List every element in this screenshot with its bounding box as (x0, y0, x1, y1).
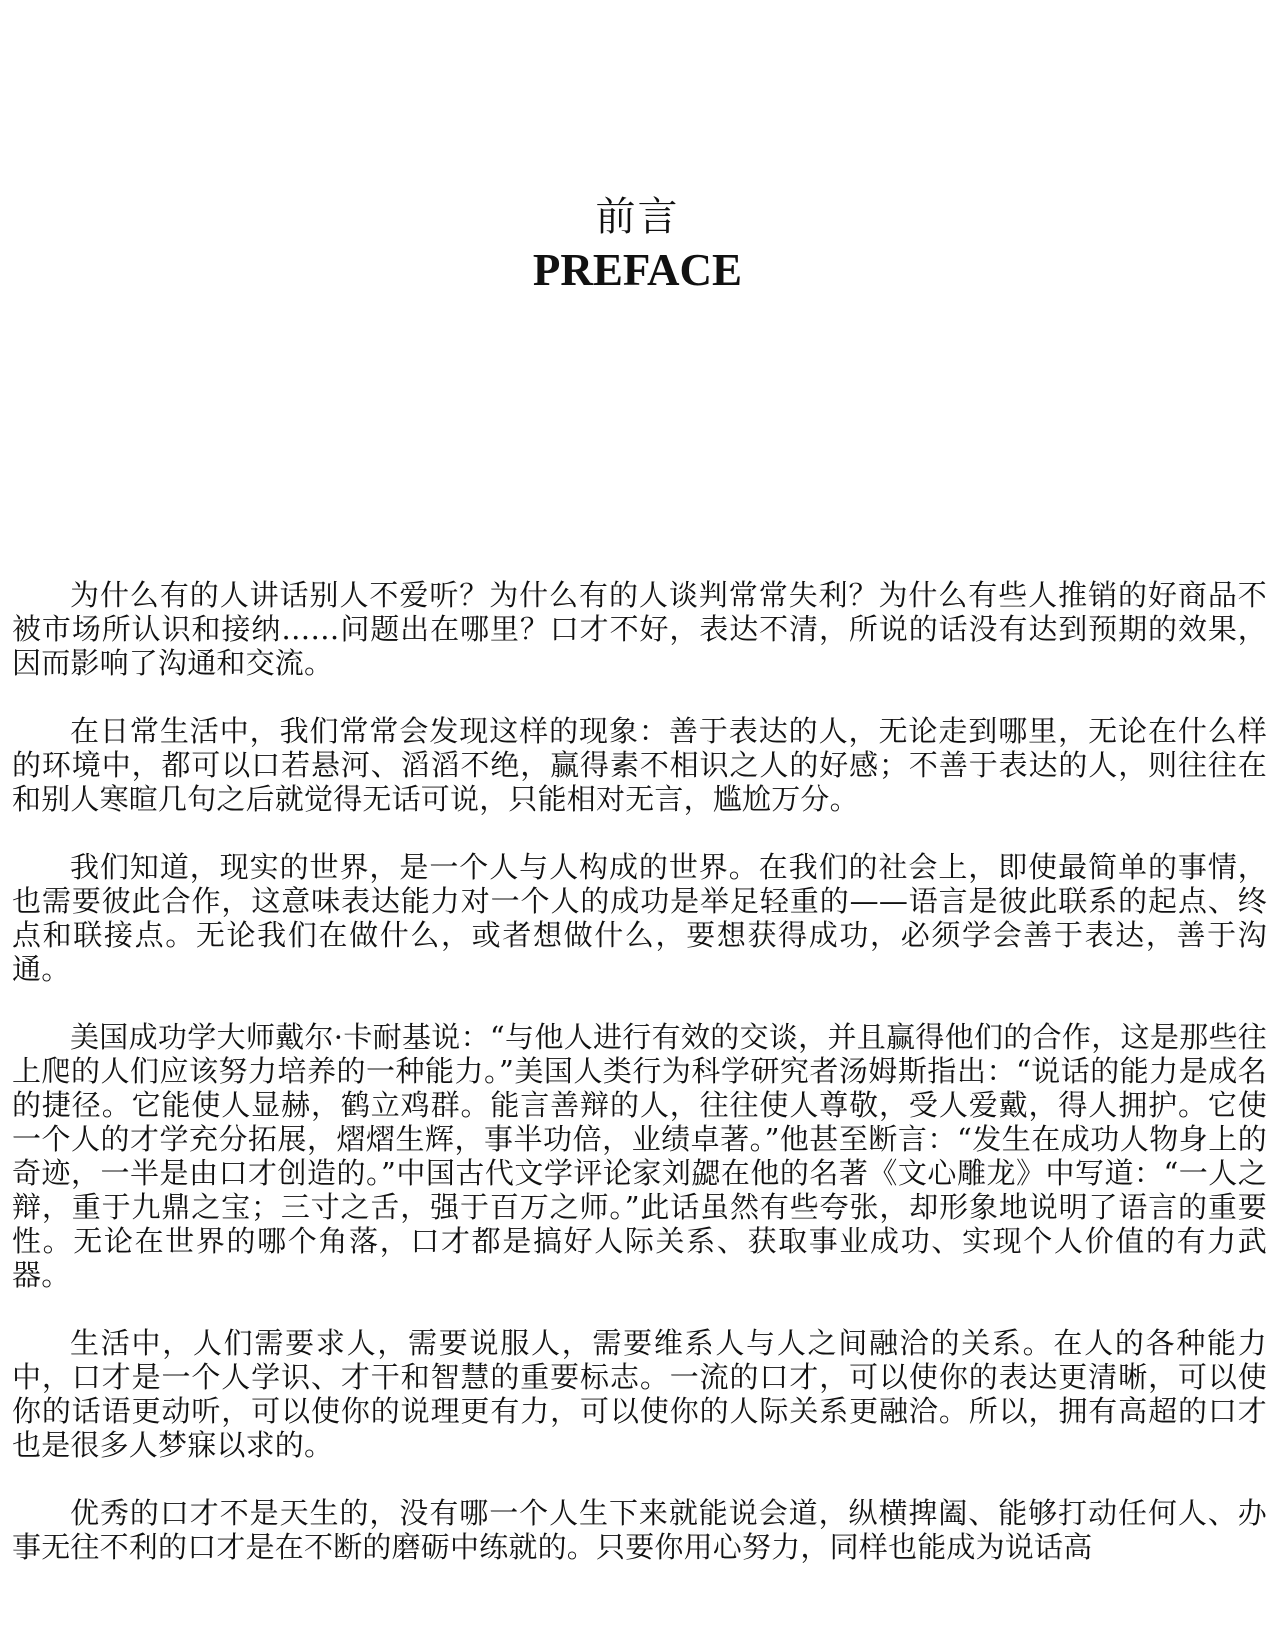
paragraph: 优秀的口才不是天生的，没有哪一个人生下来就能说会道，纵横捭阖、能够打动任何人、办事无往不利的口才是在不断的磨砺中练就的。只要你用心努力，同样也能成为说话高 (12, 1496, 1267, 1564)
paragraph: 为什么有的人讲话别人不爱听？为什么有的人谈判常常失利？为什么有些人推销的好商品不被市场所认识和接纳……问题出在哪里？口才不好，表达不清，所说的话没有达到预期的效果，因而影响了沟通和交流。 (12, 578, 1267, 680)
paragraph: 在日常生活中，我们常常会发现这样的现象：善于表达的人，无论走到哪里，无论在什么样的环境中，都可以口若悬河、滔滔不绝，赢得素不相识之人的好感；不善于表达的人，则往往在和别人寒暄几句之后就觉得无话可说，只能相对无言，尴尬万分。 (12, 714, 1267, 816)
paragraph: 我们知道，现实的世界，是一个人与人构成的世界。在我们的社会上，即使最简单的事情，也需要彼此合作，这意味表达能力对一个人的成功是举足轻重的——语言是彼此联系的起点、终点和联接点。无论我们在做什么，或者想做什么，要想获得成功，必须学会善于表达，善于沟通。 (12, 850, 1267, 986)
page-title-english: PREFACE (532, 245, 743, 295)
paragraph: 生活中，人们需要求人，需要说服人，需要维系人与人之间融洽的关系。在人的各种能力中，口才是一个人学识、才干和智慧的重要标志。一流的口才，可以使你的表达更清晰，可以使你的话语更动听，可以使你的说理更有力，可以使你的人际关系更融洽。所以，拥有高超的口才也是很多人梦寐以求的。 (12, 1326, 1267, 1462)
page-title-chinese: 前言 (595, 194, 680, 240)
title-block (0, 192, 1275, 298)
body-text (12, 578, 1267, 1598)
paragraph: 美国成功学大师戴尔·卡耐基说：“与他人进行有效的交谈，并且赢得他们的合作，这是那些往上爬的人们应该努力培养的一种能力。”美国人类行为科学研究者汤姆斯指出：“说话的能力是成名的捷径。它能使人显赫，鹤立鸡群。能言善辩的人，往往使人尊敬，受人爱戴，得人拥护。它使一个人的才学充分拓展，熠熠生辉，事半功倍，业绩卓著。”他甚至断言：“发生在成功人物身上的奇迹，一半是由口才创造的。”中国古代文学评论家刘勰在他的名著《文心雕龙》中写道：“一人之辩，重于九鼎之宝；三寸之舌，强于百万之师。”此话虽然有些夸张，却形象地说明了语言的重要性。无论在世界的哪个角落，口才都是搞好人际关系、获取事业成功、实现个人价值的有力武器。 (12, 1020, 1267, 1292)
